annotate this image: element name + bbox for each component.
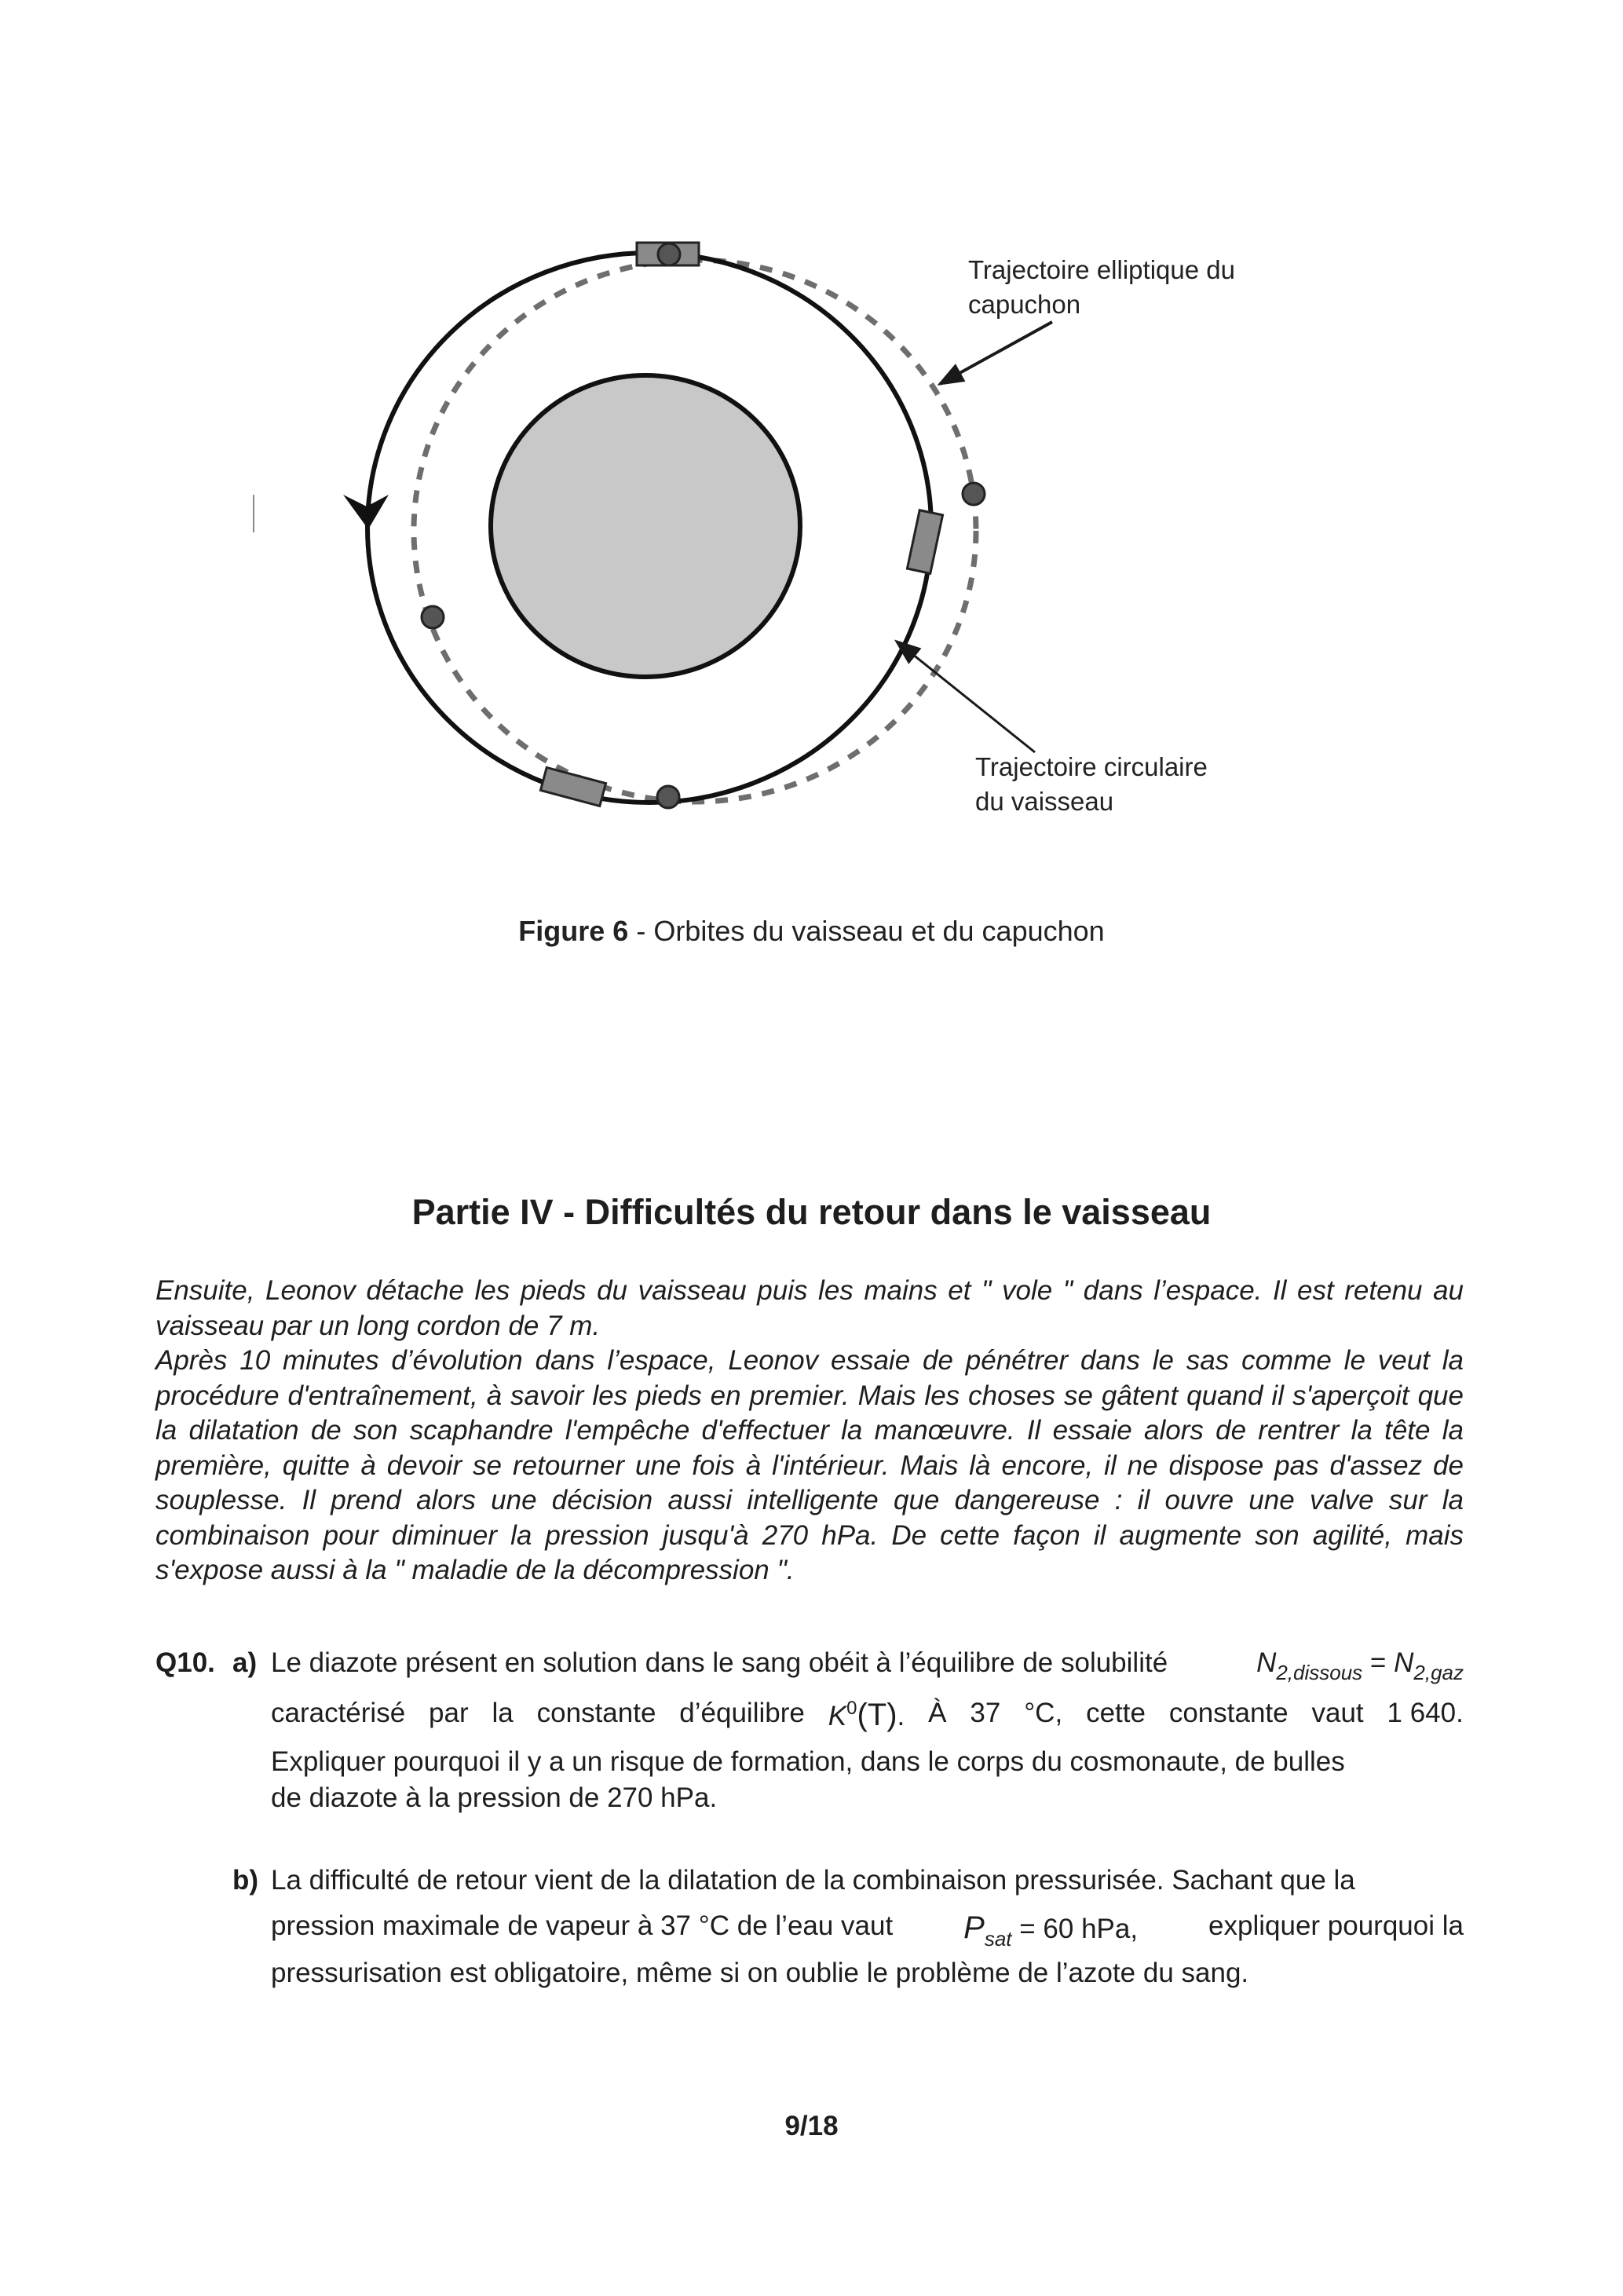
- question-part-b-label: b): [232, 1865, 259, 1896]
- label-circular-line2: du vaisseau: [975, 787, 1114, 816]
- orbit-diagram: [0, 0, 1623, 879]
- q10b-line2-post: expliquer pourquoi la: [1208, 1910, 1464, 1941]
- section-title: Partie IV - Difficultés du retour dans le vaisseau: [411, 1192, 1212, 1232]
- p-subscript: sat: [984, 1927, 1012, 1951]
- question-10a: [155, 1647, 1464, 1836]
- q10a-line3: [271, 1746, 1464, 1778]
- question-number: Q10.: [155, 1647, 215, 1678]
- word: 1 640.: [1387, 1698, 1464, 1728]
- equilibrium-constant: [828, 1698, 905, 1737]
- q10a-line1-text: Le diazote présent en solution dans le sang obéit à l’équilibre de solubilité: [271, 1647, 1168, 1678]
- label-elliptic-trajectory: [968, 253, 1235, 322]
- word: la: [492, 1698, 514, 1728]
- word: À: [928, 1698, 947, 1728]
- page-number: 9/18: [784, 2111, 839, 2141]
- q10a-line4: de diazote à la pression de 270 hPa.: [271, 1782, 718, 1813]
- k-symbol: K: [828, 1701, 847, 1731]
- figure-caption-text: - Orbites du vaisseau et du capuchon: [628, 915, 1105, 947]
- figure-caption-number: Figure 6: [518, 915, 629, 947]
- p-value: = 60 hPa,: [1019, 1914, 1139, 1944]
- ship-marker-right: [907, 510, 942, 574]
- direction-arrow-icon: [343, 495, 389, 529]
- eq-equals: =: [1369, 1647, 1387, 1678]
- intro-paragraph-2: Après 10 minutes d’évolution dans l’espace, Leonov essaie de pénétrer dans le sas comme le veut la procédure d'entraînement, à savoir les pieds en premier. Mais les choses se gâtent quand il s'aperçoit que la dilatation de son scaphandre l'empêche d'effectuer la manœuvre. Il essaie alors de rentrer la tête la première, quitte à devoir se retourner une fois à l'intérieur. Mais là encore, il ne dispose pas d'assez de souplesse. Il prend alors une décision aussi intelligente que dangereuse : il ouvre une valve sur la combinaison pour diminuer la pression jusqu'à 270 hPa. De cette façon il augmente son agilité, mais s'expose aussi à la " maladie de la décompression ".: [155, 1345, 1464, 1585]
- figure-caption: [0, 915, 1623, 948]
- question-part-b-body: [271, 1865, 1464, 1989]
- word: par: [429, 1698, 469, 1728]
- ship-marker-bottom: [540, 767, 605, 806]
- question-part-a-body: [271, 1647, 1464, 1814]
- word: vaut: [1311, 1698, 1364, 1728]
- eq-sub-right: 2,gaz: [1413, 1661, 1464, 1684]
- q10a-line2: [271, 1698, 1464, 1737]
- q10b-line2: [271, 1910, 1464, 1950]
- word: constante: [536, 1698, 656, 1728]
- solubility-equation: [1256, 1647, 1464, 1687]
- label-elliptic-line2: capuchon: [968, 290, 1081, 319]
- label-circular-line1: Trajectoire circulaire: [975, 752, 1208, 781]
- k-superscript: 0: [846, 1698, 857, 1719]
- saturation-pressure: [963, 1910, 1138, 1950]
- cap-marker-left: [422, 606, 444, 628]
- eq-sub-left: 2,dissous: [1276, 1661, 1363, 1684]
- planet: [491, 375, 800, 677]
- word: 37: [970, 1698, 1001, 1728]
- word: caractérisé: [271, 1698, 406, 1728]
- cap-marker-right: [963, 483, 985, 505]
- intro-paragraph-1: Ensuite, Leonov détache les pieds du vaisseau puis les mains et " vole " dans l’espace. Il est retenu au vaisseau par un long cordon de 7 m.: [155, 1275, 1464, 1341]
- word: .: [897, 1701, 905, 1731]
- q10a-line1: [271, 1647, 1464, 1687]
- eq-n-right: N: [1394, 1647, 1414, 1678]
- elliptic-pointer-arrow: [940, 322, 1052, 384]
- intro-text: [155, 1274, 1464, 1589]
- word: cette: [1086, 1698, 1146, 1728]
- question-part-a-label: a): [232, 1647, 258, 1678]
- word: constante: [1168, 1698, 1289, 1728]
- q10a-line3-text: Expliquer pourquoi il y a un risque de formation, dans le corps du cosmonaute, de bulles: [271, 1746, 1345, 1777]
- label-elliptic-line1: Trajectoire elliptique du: [968, 255, 1235, 284]
- p-symbol: P: [963, 1910, 985, 1945]
- question-10b: [155, 1865, 1464, 1998]
- q10b-line1: La difficulté de retour vient de la dilatation de la combinaison pressurisée. Sachant que la: [271, 1865, 1355, 1896]
- q10b-line3: pressurisation est obligatoire, même si on oublie le problème de l’azote du sang.: [271, 1958, 1249, 1988]
- eq-n-left: N: [1256, 1647, 1277, 1678]
- k-argument: (T): [857, 1698, 897, 1732]
- label-circular-trajectory: [975, 750, 1208, 819]
- word: d’équilibre: [679, 1698, 805, 1728]
- word: °C,: [1024, 1698, 1063, 1728]
- circular-pointer-arrow: [897, 642, 1035, 752]
- cap-marker-top: [658, 243, 680, 265]
- cap-marker-bottom: [657, 786, 679, 808]
- q10b-line2-pre: pression maximale de vapeur à 37 °C de l’eau vaut: [271, 1910, 894, 1941]
